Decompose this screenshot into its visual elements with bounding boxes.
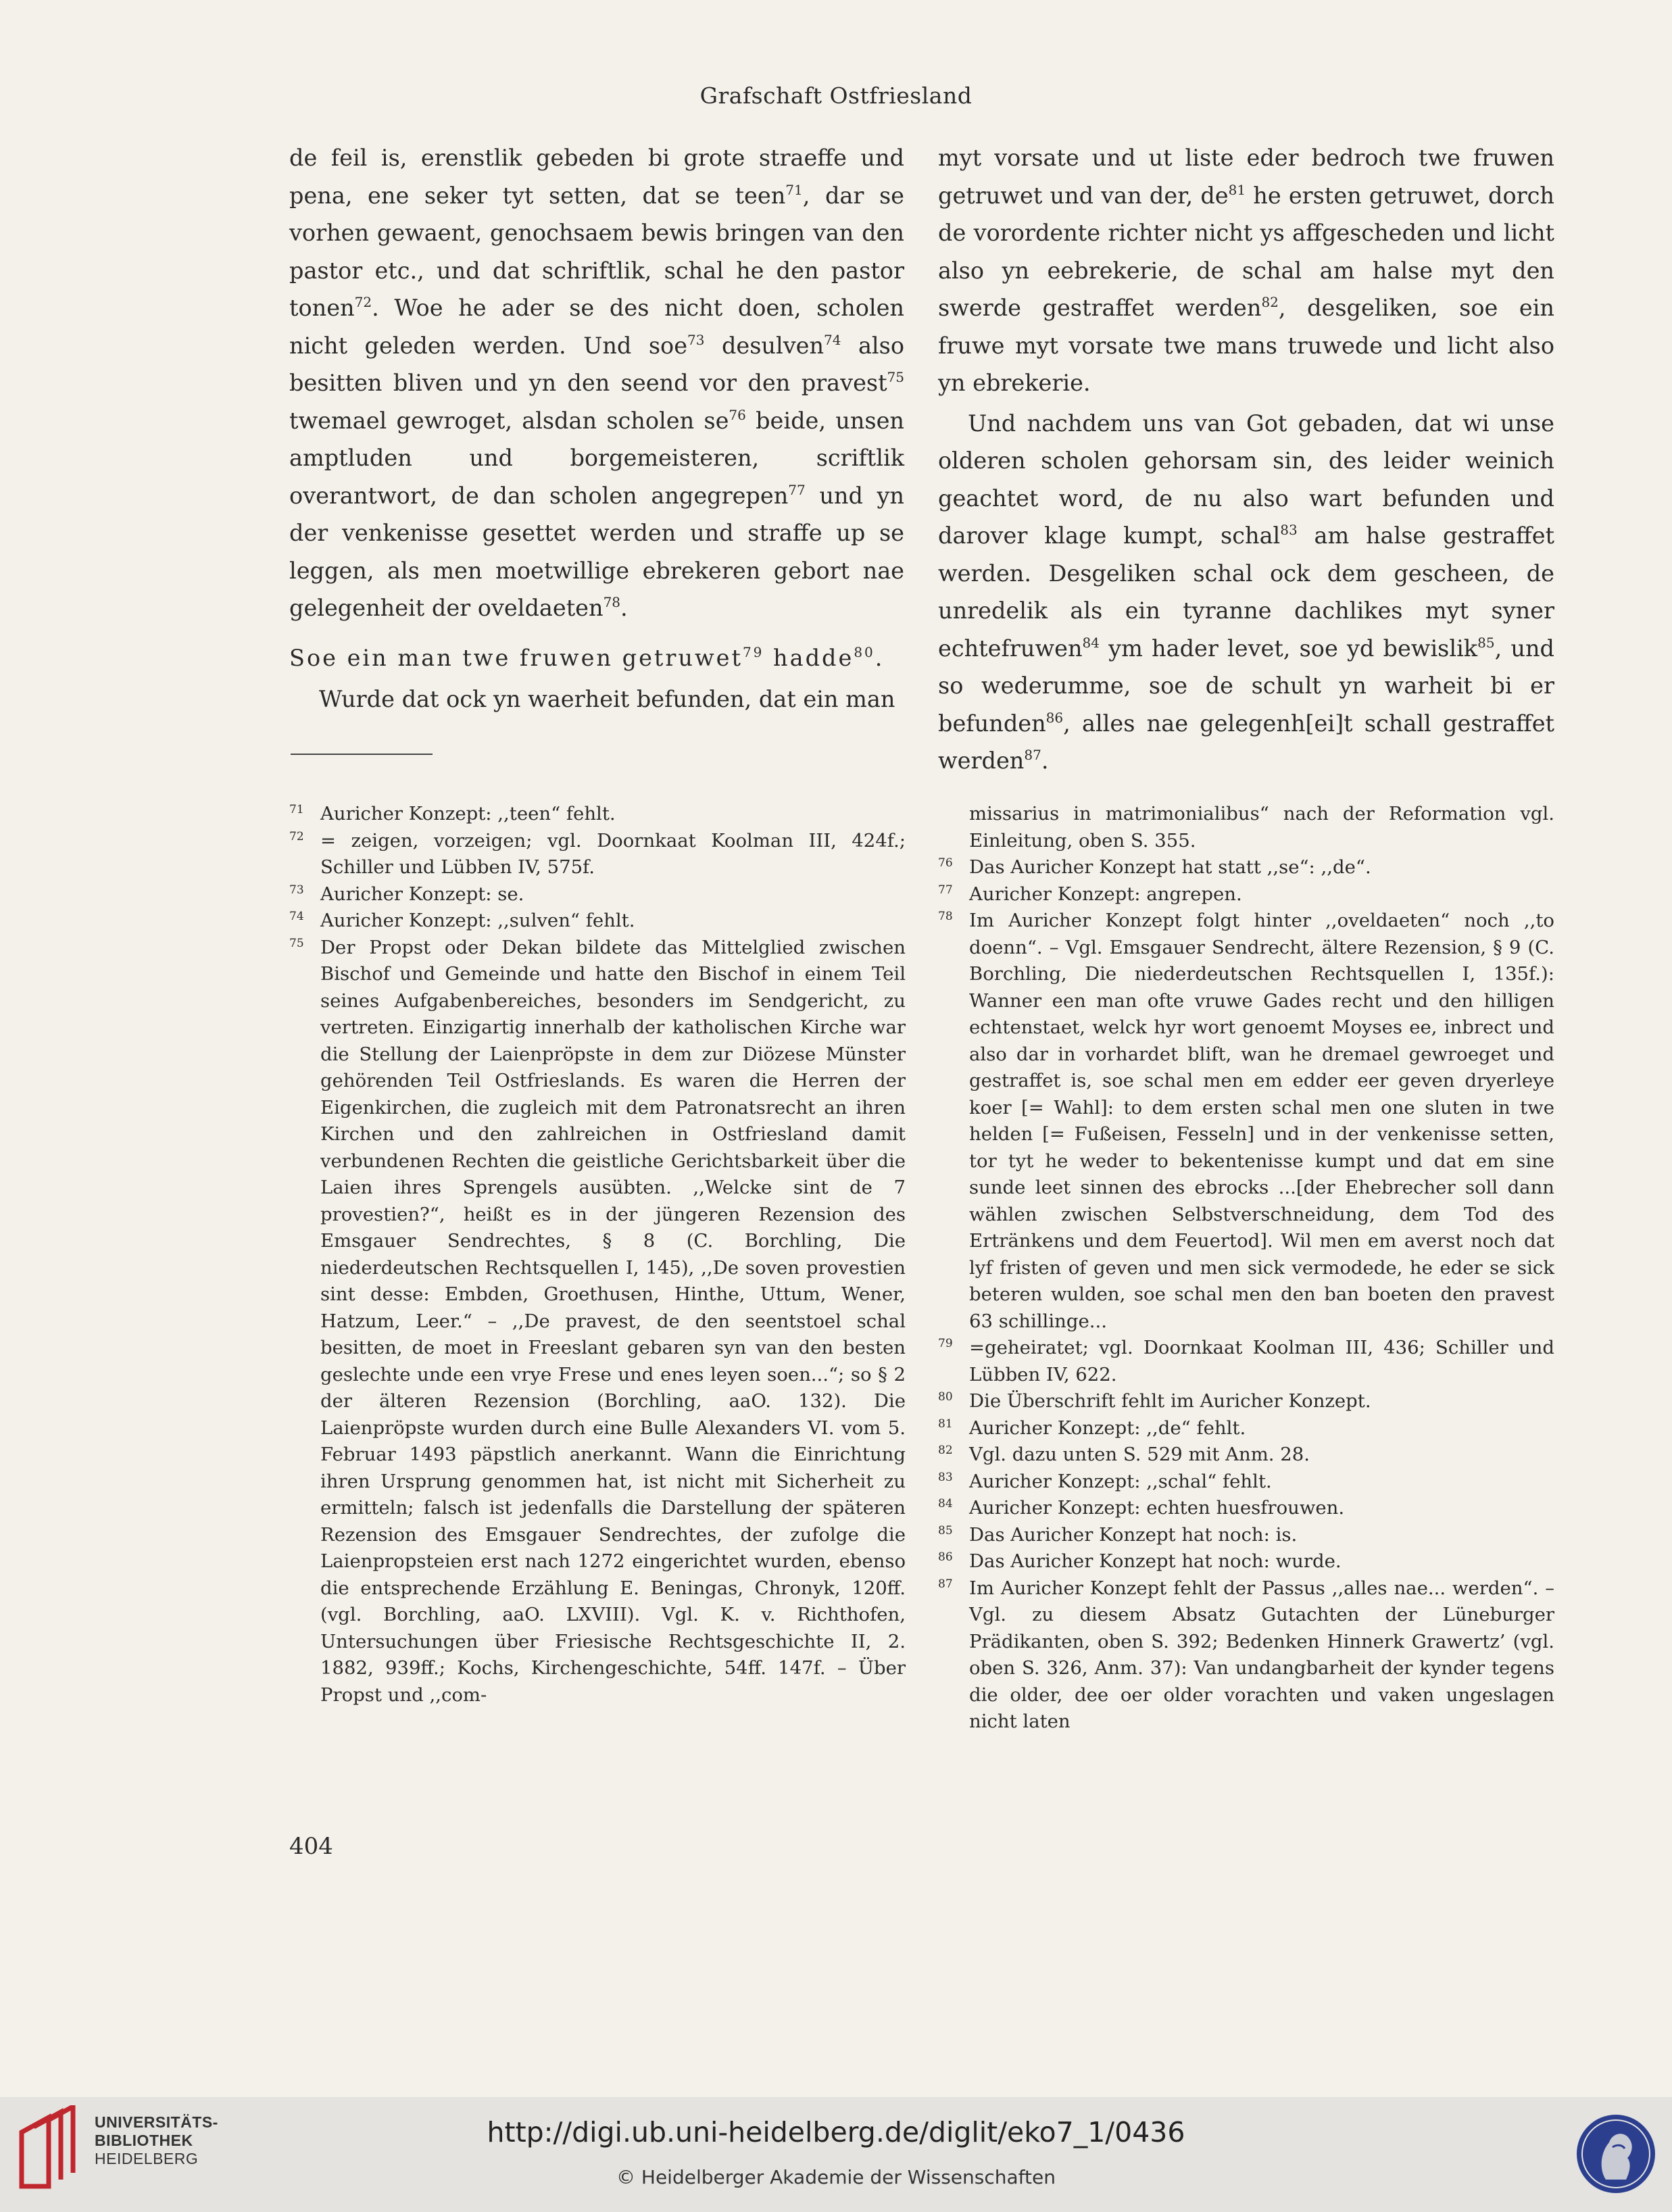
text-run: am halse gestraffet werden. Desgeliken schal ock dem gescheen, de unredelik als ein tyranne dachlikes myt syner echtefruwen (938, 522, 1554, 662)
footnote: 83 Auricher Konzept: ,,schal“ fehlt. (938, 1470, 1272, 1492)
footnote-text: Vgl. dazu unten S. 529 mit Anm. 28. (969, 1444, 1310, 1465)
section-heading (289, 639, 904, 677)
footnote: 73 Auricher Konzept: se. (289, 883, 524, 905)
footnote: 87 Im Auricher Konzept fehlt der Passus ,,alles nae... werden“. – Vgl. zu diesem Absatz Gutachten der Lüneburger Prädikanten, oben S. 392; Bedenken Hinnerk Grawertz’ (vgl. oben S. 326, Anm. 37): Van undangbarheit der kynder tegens die older, dee oer older vorachten und vaken ungeslagen nicht laten (938, 1577, 1554, 1732)
footnote-ref[interactable]: 82 (1261, 294, 1279, 310)
footnotes-right (938, 801, 1554, 1736)
footnote-text: Auricher Konzept: echten huesfrouwen. (969, 1497, 1345, 1519)
footnote-ref[interactable]: 73 (687, 331, 705, 348)
footnote-text: Die Überschrift fehlt im Auricher Konzept. (969, 1390, 1371, 1412)
page-number: 404 (289, 1833, 333, 1860)
footnote-ref[interactable]: 79 (742, 643, 764, 660)
footnote-text: Im Auricher Konzept folgt hinter ,,oveldaeten“ noch ,,to doenn“. – Vgl. Emsgauer Sendrecht, ältere Rezension, § 9 (C. Borchling, Die niederdeutschen Rechtsquellen I, 135f.): Wanner een man ofte vruwe Gades recht und den hilligen echtenstaet, welck hyr wort genoemt Moyses ee, inbrect und also dar in vorhardet blift, wan he dremael gewroeget und gestraffet is, soe schal men em edder eer geven dryerleye koer [= Wahl]: to dem ersten schal men one sluten in twe helden [= Fußeisen, Fesseln] und in der venkenisse setten, tor tyt he weder to bekentenisse kumpt und dat em sine sunde leet sinnen des ebrocks ...[der Ehebrecher soll dann wählen zwischen Selbstverschneidung, dem Tod des Ertränkens und dem Feuertod]. Wil men em averst noch dat lyf fristen of geven und men sick vermodede, he eder se sick beteren wulden, soe schal men den ban boeten den pravest 63 schillinge... (969, 910, 1554, 1332)
text-run: beide, unsen amptluden und borgemeisteren, scriftlik overantwort, de dan scholen angegrepen (289, 407, 905, 509)
footnote-ref[interactable]: 75 (887, 369, 904, 385)
text-run: . (1041, 747, 1049, 774)
footnote: 82 Vgl. dazu unten S. 529 mit Anm. 28. (938, 1444, 1310, 1465)
footnote-text: Auricher Konzept: ,,schal“ fehlt. (969, 1470, 1272, 1492)
footnote-text: Der Propst oder Dekan bildete das Mittelglied zwischen Bischof und Gemeinde und hatte den Bischof in einem Teil seines Aufgabenbereiches, besonders im Sendgericht, zu vertreten. Einzigartig innerhalb der katholischen Kirche war die Stellung der Laienpröpste in dem zur Diözese Münster gehörenden Teil Ostfrieslands. Es waren die Herren der Eigenkirchen, die zugleich mit dem Patronatsrecht an ihren Kirchen und den zahlreichen in Ostfriesland damit verbundenen Rechten die geistliche Gerichtsbarkeit über die Laien ihres Sprengels ausübten. ,,Welcke sint de 7 provestien?“, heißt es in der jüngeren Rezension des Emsgauer Sendrechtes, § 8 (C. Borchling, Die niederdeutschen Rechtsquellen I, 145), ,,De soven provestien sint desse: Embden, Groethusen, Hinthe, Uttum, Wener, Hatzum, Leer.“ – ,,De pravest, de den seentstoel schal besitten, de moet in Freeslant gebaren syn van den besten geslechte unde een vrye Frese und enes leyen soen...“; so § 2 der älteren Rezension (Borchling, aaO. 132). Die Laienpröpste wurden durch eine Bulle Alexanders VI. vom 5. Februar 1493 päpstlich anerkannt. Wann die Einrichtung ihren Ursprung genommen hat, ist nicht mit Sicherheit zu ermitteln; falsch ist jedenfalls die Darstellung der späteren Rezension des Emsgauer Sendrechtes, der zufolge die Laienpropsteien erst nach 1272 eingerichtet wurden, ebenso die entsprechende Erzählung E. Beningas, Chronyk, 120ff. (vgl. Borchling, aaO. LXVIII). Vgl. K. v. Richthofen, Untersuchungen über Friesische Rechtsgeschichte II, 2. 1882, 939ff.; Kochs, Kirchengeschichte, 54ff. 147f. – Über Propst und ,,com- (320, 936, 906, 1706)
footnote: 71 Auricher Konzept: ,,teen“ fehlt. (289, 803, 616, 825)
footnote: 80 Die Überschrift fehlt im Auricher Konzept. (938, 1390, 1371, 1412)
text-run: twemael gewroget, alsdan scholen se (289, 407, 729, 434)
main-column-left (289, 139, 904, 718)
footnote-ref[interactable]: 72 (354, 294, 372, 310)
footnote-text: Auricher Konzept: ,,teen“ fehlt. (320, 803, 616, 825)
text-run: myt vorsate und ut liste eder bedroch twe fruwen getruwet und van der, de (938, 145, 1554, 209)
logo-line: HEIDELBERG (95, 2150, 199, 2167)
footnote-ref[interactable]: 78 (603, 594, 621, 610)
footnote-ref[interactable]: 77 (788, 481, 806, 498)
footnote: 76 Das Auricher Konzept hat statt ,,se“: ,,de“. (938, 856, 1371, 878)
footnote: 72 = zeigen, vorzeigen; vgl. Doornkaat Koolman III, 424f.; Schiller und Lübben IV, 575f. (289, 829, 906, 878)
text-run: und yn der venkenisse gesettet werden und straffe up se leggen, als men moetwillige ebrekeren gebort nae gelegenheit der oveldaeten (289, 482, 904, 621)
text-run: ym hader levet, soe yd bewislik (1099, 635, 1478, 662)
footnote-text: Das Auricher Konzept hat statt ,,se“: ,,de“. (969, 856, 1371, 878)
text-run: , dar se vorhen gewaent, genochsaem bewis bringen van den pastor etc., und dat schriftlik, schal he den pastor tonen (289, 182, 904, 321)
text-run: , desgeliken, soe ein fruwe myt vorsate twe mans truwede und licht also yn ebrekerie. (938, 295, 1554, 396)
footnote-ref[interactable]: 87 (1024, 747, 1041, 763)
academy-seal-icon (1572, 2105, 1660, 2203)
paragraph (289, 681, 904, 718)
footnote-ref[interactable]: 76 (729, 406, 746, 423)
text-run: he ersten getruwet, dorch de vorordente richter nicht ys affgescheden und licht also yn eebrekerie, de schal am halse myt den swerde gestraffet werden (938, 182, 1554, 321)
footnote-text: =geheiratet; vgl. Doornkaat Koolman III, 436; Schiller und Lübben IV, 622. (969, 1337, 1554, 1385)
footnote-text: Im Auricher Konzept fehlt der Passus ,,alles nae... werden“. – Vgl. zu diesem Absatz Gutachten der Lüneburger Prädikanten, oben S. 392; Bedenken Hinnerk Grawertz’ (vgl. oben S. 326, Anm. 37): Van undangbarheit der kynder tegens die older, dee oer older vorachten und vaken ungeslagen nicht laten (969, 1577, 1554, 1732)
footnote: 86 Das Auricher Konzept hat noch: wurde. (938, 1550, 1342, 1572)
text-run: . Woe he ader se des nicht doen, scholen nicht geleden werden. Und soe (289, 295, 904, 359)
footnote-text: Auricher Konzept: angrepen. (969, 883, 1242, 905)
footnote-ref[interactable]: 83 (1280, 522, 1298, 538)
text-run: desulven (704, 332, 825, 359)
footnote: 79 =geheiratet; vgl. Doornkaat Koolman III, 436; Schiller und Lübben IV, 622. (938, 1337, 1554, 1385)
footnote: 74 Auricher Konzept: ,,sulven“ fehlt. (289, 910, 635, 931)
footnote: 84 Auricher Konzept: echten huesfrouwen. (938, 1497, 1345, 1519)
footnote: 85 Das Auricher Konzept hat noch: is. (938, 1523, 1298, 1546)
running-title: Grafschaft Ostfriesland (699, 82, 973, 109)
heading-text: . (875, 644, 885, 671)
footnote: 81 Auricher Konzept: ,,de“ fehlt. (938, 1417, 1246, 1439)
paragraph (289, 139, 904, 627)
footnote-continuation: missarius in matrimonialibus“ nach der Reformation vgl. Einleitung, oben S. 355. (969, 803, 1554, 852)
text-run: de feil is, erenstlik gebeden bi grote straeffe und pena, ene seker tyt setten, dat se teen (289, 145, 904, 209)
paragraph (938, 139, 1554, 402)
footnote-text: Das Auricher Konzept hat noch: is. (969, 1523, 1298, 1546)
main-column-right (938, 139, 1554, 780)
logo-line: UNIVERSITÄTS- (95, 2113, 218, 2131)
text-run: Und nachdem uns van Got gebaden, dat wi unse olderen scholen gehorsam sin, des leider weinich geachtet word, de nu also wart befunden und darover klage kumpt, schal (938, 410, 1554, 549)
text-run: Wurde dat ock yn waerheit befunden, dat ein man (319, 686, 895, 712)
heading-text: hadde (764, 644, 854, 671)
footer-bar (0, 2097, 1672, 2212)
heading-text: Soe ein man twe fruwen getruwet (289, 644, 743, 671)
footnote: 78 Im Auricher Konzept folgt hinter ,,oveldaeten“ noch ,,to doenn“. – Vgl. Emsgauer Sendrecht, ältere Rezension, § 9 (C. Borchling, Die niederdeutschen Rechtsquellen I, 135f.): Wanner een man ofte vruwe Gades recht und den hilligen echtenstaet, welck hyr wort genoemt Moyses ee, inbrect und also dar in vorhardet blift, wan he dremael gewroeget und gestraffet is, soe schal men em edder eer geven dryerleye koer [= Wahl]: to dem ersten schal men one sluten in twe helden [= Fußeisen, Fesseln] und in der venkenisse setten, tor tyt he weder to bekentenisse kumpt und dat em sine sunde leet sinnen des ebrocks ...[der Ehebrecher soll dann wählen zwischen Selbstverschneidung, dem Tod des Ertränkens und dem Feuertod]. Wil men em averst noch dat lyf fristen of geven und men sick vermodede, he eder se sick beteren wulden, soe schal men den ban boeten den pravest 63 schillinge... (938, 910, 1554, 1332)
footnote-ref[interactable]: 85 (1477, 634, 1495, 651)
footnote-text: Das Auricher Konzept hat noch: wurde. (969, 1550, 1342, 1572)
permalink-url[interactable]: http://digi.ub.uni-heidelberg.de/diglit/eko7_1/0436 (487, 2116, 1185, 2148)
text-run: . (620, 595, 628, 621)
footnote-ref[interactable]: 74 (824, 331, 841, 348)
text-run: also besitten bliven und yn den seend vor den pravest (289, 332, 904, 396)
footnote-ref[interactable]: 86 (1046, 709, 1064, 726)
footnote: 75 Der Propst oder Dekan bildete das Mittelglied zwischen Bischof und Gemeinde und hatte den Bischof in einem Teil seines Aufgabenbereiches, besonders im Sendgericht, zu vertreten. Einzigartig innerhalb der katholischen Kirche war die Stellung der Laienpröpste in dem zur Diözese Münster gehörenden Teil Ostfrieslands. Es waren die Herren der Eigenkirchen, die zugleich mit dem Patronatsrecht an ihren Kirchen und den zahlreichen in Ostfriesland damit verbundenen Rechten die geistliche Gerichtsbarkeit über die Laien ihres Sprengels ausübten. ,,Welcke sint de 7 provestien?“, heißt es in der jüngeren Rezension des Emsgauer Sendrechtes, § 8 (C. Borchling, Die niederdeutschen Rechtsquellen I, 145), ,,De soven provestien sint desse: Embden, Groethusen, Hinthe, Uttum, Wener, Hatzum, Leer.“ – ,,De pravest, de den seentstoel schal besitten, de moet in Freeslant gebaren syn van den besten geslechte unde een vrye Frese und enes leyen soen...“; so § 2 der älteren Rezension (Borchling, aaO. 132). Die Laienpröpste wurden durch eine Bulle Alexanders VI. vom 5. Februar 1493 päpstlich anerkannt. Wann die Einrichtung ihren Ursprung genommen hat, ist nicht mit Sicherheit zu ermitteln; falsch ist jedenfalls die Darstellung der späteren Rezension des Emsgauer Sendrechtes, der zufolge die Laienpropsteien erst nach 1272 eingerichtet wurden, ebenso die entsprechende Erzählung E. Beningas, Chronyk, 120ff. (vgl. Borchling, aaO. LXVIII). Vgl. K. v. Richthofen, Untersuchungen über Friesische Rechtsgeschichte II, 2. 1882, 939ff.; Kochs, Kirchengeschichte, 54ff. 147f. – Über Propst und ,,com- (289, 936, 906, 1706)
text-run: , und so wederumme, soe de schult yn warheit bi er befunden (938, 635, 1554, 737)
footnote-text: = zeigen, vorzeigen; vgl. Doornkaat Koolman III, 424f.; Schiller und Lübben IV, 575f. (320, 829, 906, 878)
footnote-text: Auricher Konzept: se. (320, 883, 524, 905)
footnote-text: Auricher Konzept: ,,sulven“ fehlt. (320, 910, 635, 931)
paragraph (938, 405, 1554, 780)
footnote-separator (291, 754, 433, 755)
footnote-text: Auricher Konzept: ,,de“ fehlt. (969, 1417, 1246, 1439)
footnote-ref[interactable]: 80 (854, 643, 875, 660)
footnote-ref[interactable]: 84 (1082, 634, 1100, 651)
footnote: 77 Auricher Konzept: angrepen. (938, 883, 1242, 905)
footnote-ref[interactable]: 71 (785, 181, 803, 198)
copyright-notice: © Heidelberger Akademie der Wissenschaften (616, 2166, 1056, 2188)
logo-line: BIBLIOTHEK (95, 2132, 193, 2149)
text-run: , alles nae gelegenh[ei]t schall gestraffet werden (938, 710, 1554, 774)
footnote-ref[interactable]: 81 (1228, 181, 1246, 198)
footnotes-left (289, 801, 906, 1709)
